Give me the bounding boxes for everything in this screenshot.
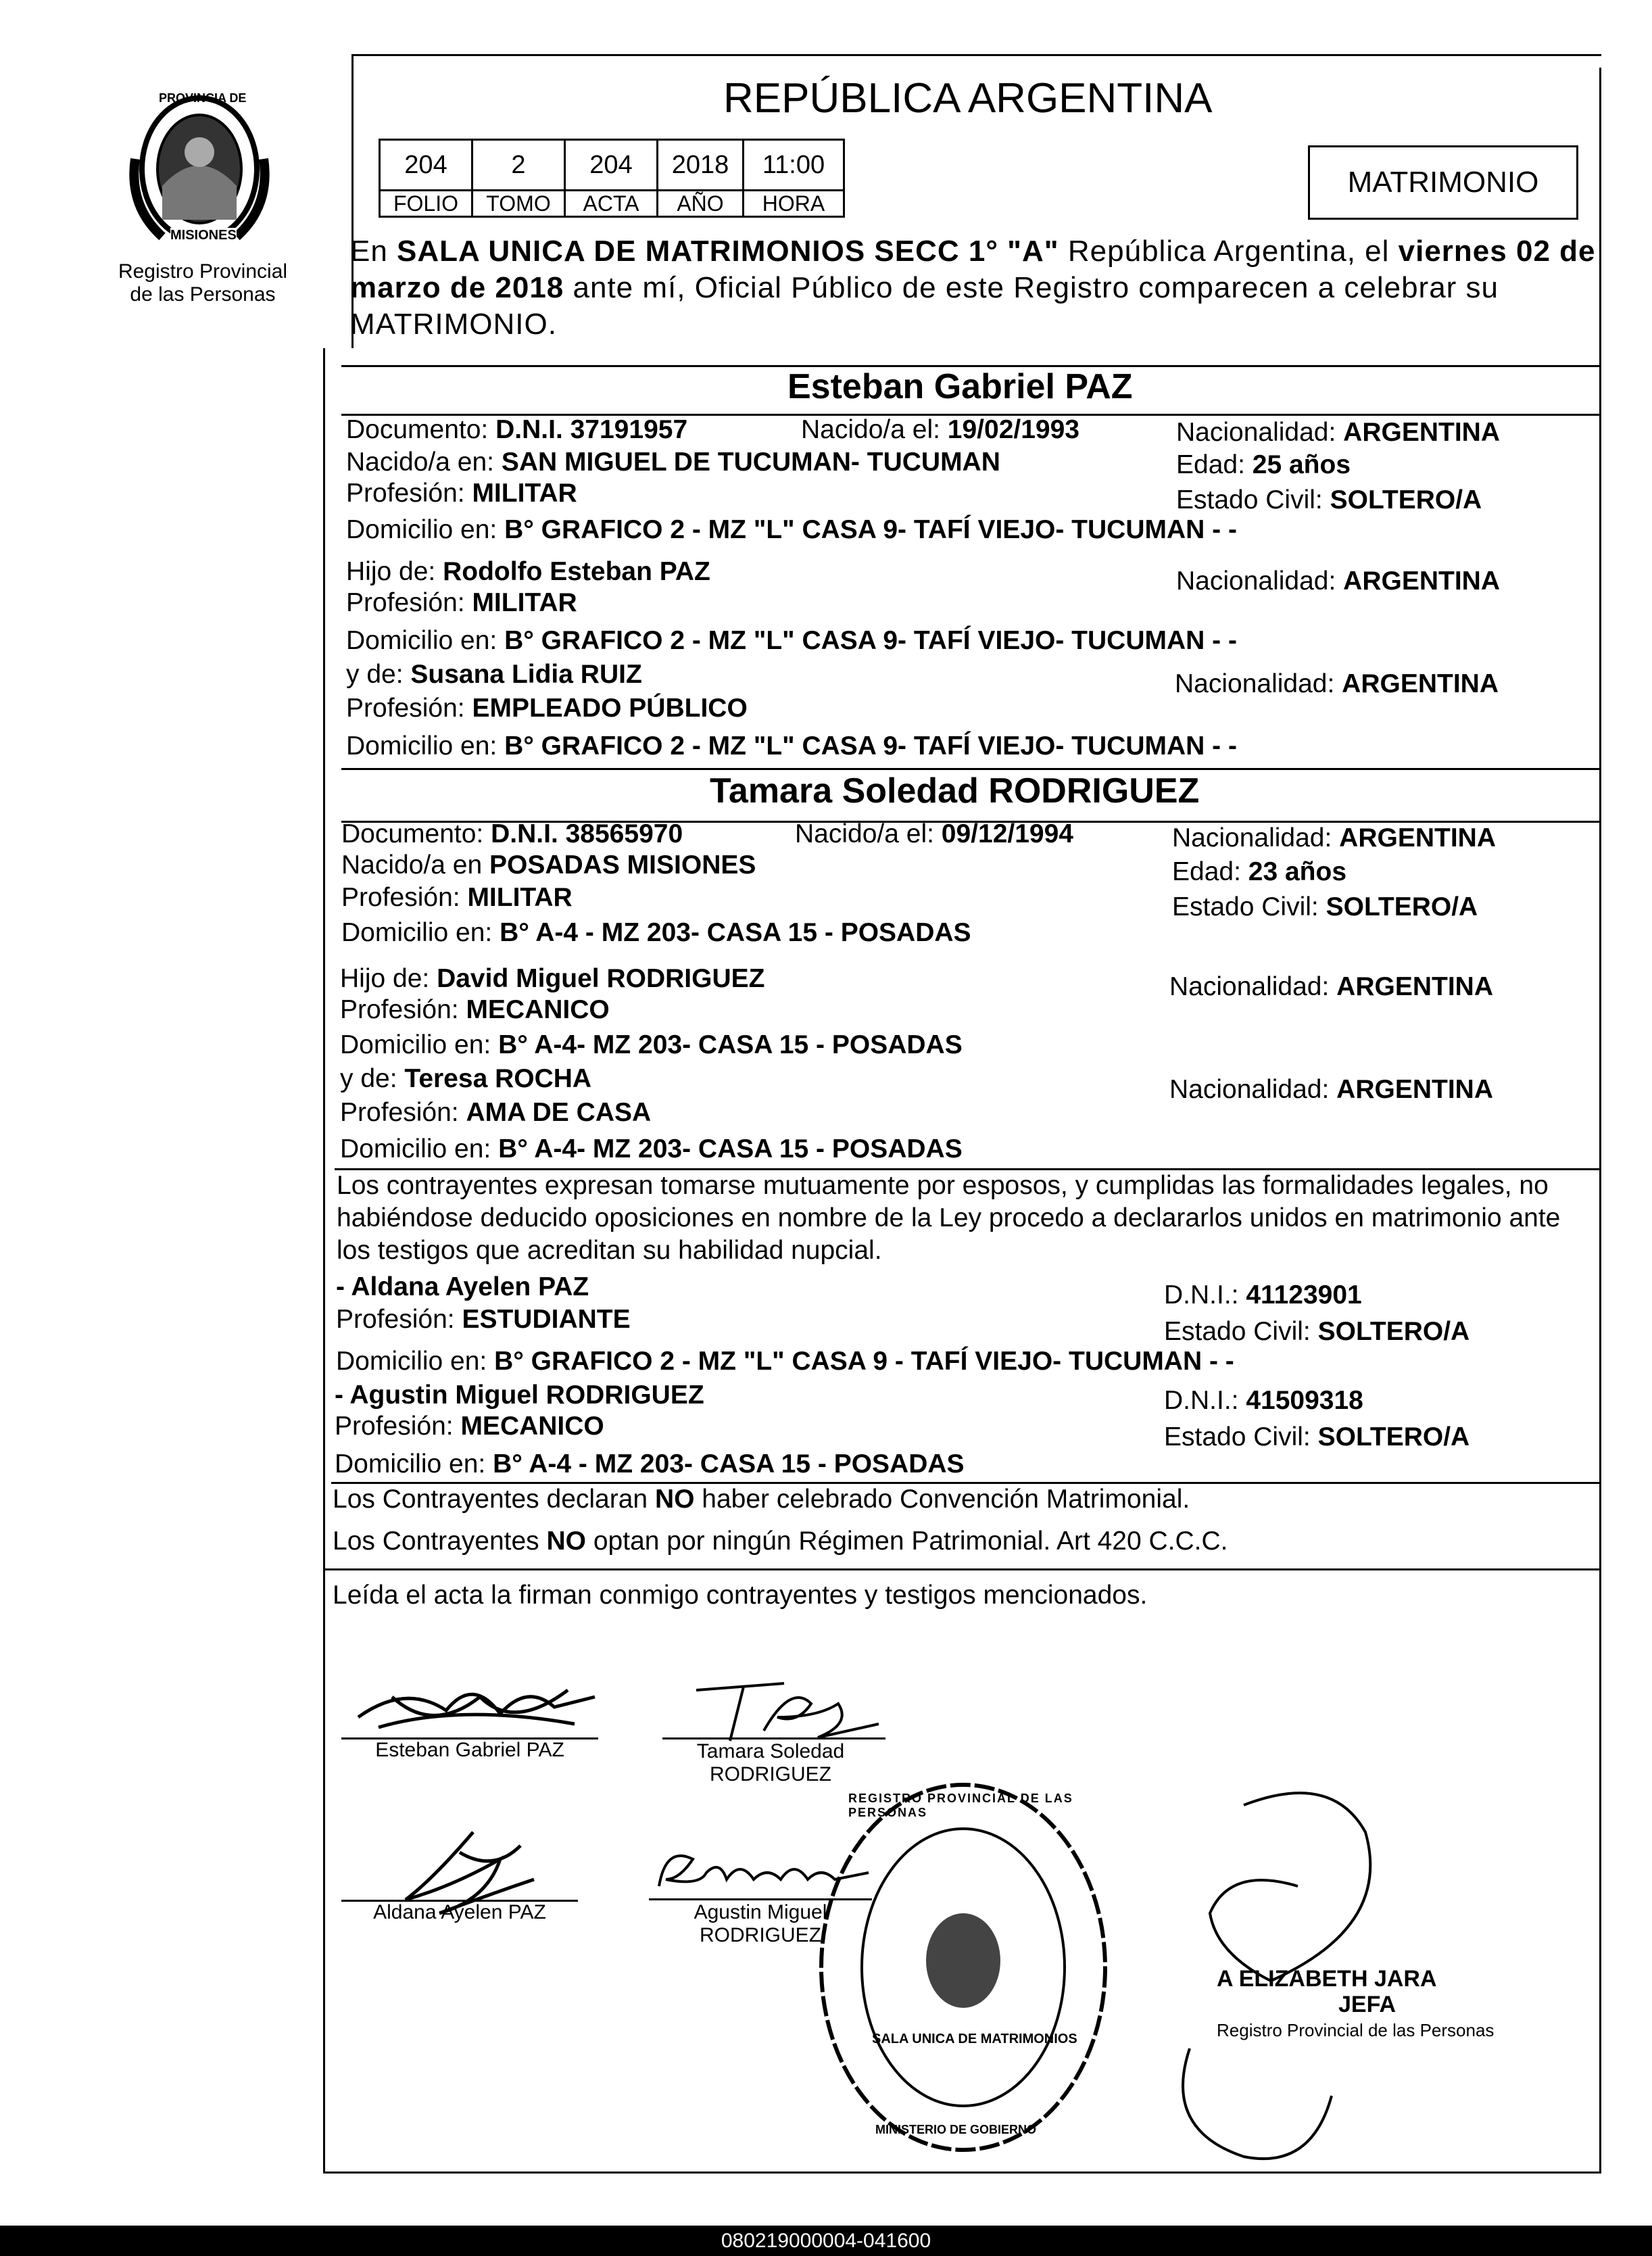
spouse1-civil-value: SOLTERO/A bbox=[1330, 485, 1482, 514]
witness2-civil bbox=[1164, 1421, 1469, 1454]
spouse1-mother-address bbox=[346, 730, 1237, 763]
spouse1-age bbox=[1176, 449, 1351, 481]
officer-office: Registro Provincial de las Personas bbox=[1217, 2020, 1495, 2040]
intro-text-1: En bbox=[350, 235, 397, 268]
spouse1-profession bbox=[346, 477, 577, 510]
witness1-dni bbox=[1164, 1279, 1362, 1312]
anio-label: AÑO bbox=[656, 189, 744, 218]
witness1-profession bbox=[336, 1303, 631, 1336]
convention-1c: haber celebrado Convención Matrimonial. bbox=[694, 1485, 1190, 1514]
spouse2-father-nationality bbox=[1169, 971, 1493, 1003]
spouse2-mother-nat: ARGENTINA bbox=[1336, 1075, 1494, 1104]
spouse1-nat: ARGENTINA bbox=[1343, 418, 1501, 447]
witness1-prof-label: Profesión: bbox=[336, 1305, 462, 1334]
spouse1-name: Esteban Gabriel PAZ bbox=[787, 367, 1133, 406]
spouse2-born-value: 09/12/1994 bbox=[941, 819, 1073, 848]
spouse1-birthplace bbox=[346, 446, 1000, 479]
spouse2-doc-label: Documento: bbox=[341, 819, 491, 848]
spouse1-father-prof-label: Profesión: bbox=[346, 588, 472, 617]
seal-bottom-text: MISIONES bbox=[170, 228, 237, 243]
spouse1-doc: D.N.I. 37191957 bbox=[495, 415, 688, 444]
spouse2-mother-label: y de: bbox=[340, 1064, 405, 1093]
spouse2-prof: MILITAR bbox=[467, 883, 573, 912]
spouse1-address bbox=[346, 514, 1237, 546]
witness1-prof: ESTUDIANTE bbox=[462, 1305, 631, 1334]
spouse1-row-1 bbox=[346, 414, 687, 446]
convention-line-1 bbox=[333, 1483, 1190, 1516]
spouse2-father-nat-label: Nacionalidad: bbox=[1169, 972, 1337, 1001]
witness2-dni bbox=[1164, 1385, 1363, 1417]
spouse1-father-addr: B° GRAFICO 2 - MZ "L" CASA 9- TAFÍ VIEJO- TUCUMAN - - bbox=[504, 626, 1237, 655]
spouse2-civil-label: Estado Civil: bbox=[1172, 892, 1326, 921]
intro-text-3: ante mí, Oficial Público de este Registro comparecen a celebrar su bbox=[564, 271, 1499, 304]
spouse2-age-label: Edad: bbox=[1172, 857, 1248, 886]
anio-value: 2018 bbox=[656, 139, 744, 191]
signature-esteban-scribble bbox=[351, 1670, 608, 1744]
spouse1-mother-profession bbox=[346, 692, 748, 725]
spouse1-father bbox=[346, 556, 710, 588]
registry-name-line2: de las Personas bbox=[130, 283, 276, 306]
hora-label: HORA bbox=[742, 189, 845, 218]
spouse2-mother-profession bbox=[340, 1097, 651, 1129]
spouse2-mother-addr: B° A-4- MZ 203- CASA 15 - POSADAS bbox=[498, 1134, 963, 1163]
spouse2-nat-label: Nacionalidad: bbox=[1172, 823, 1340, 853]
spouse2-mother-prof-label: Profesión: bbox=[340, 1098, 466, 1127]
spouse2-mother-prof: AMA DE CASA bbox=[466, 1098, 652, 1127]
spouse1-mother-nat: ARGENTINA bbox=[1342, 669, 1499, 698]
stamp-inner-text: SALA UNICA DE MATRIMONIOS bbox=[872, 2032, 1077, 2046]
frame-left-lower bbox=[323, 348, 325, 2174]
tomo-value: 2 bbox=[471, 139, 566, 191]
spouse2-father-addr-label: Domicilio en: bbox=[340, 1030, 499, 1059]
spouse2-age bbox=[1172, 856, 1346, 888]
signature-name-1: Esteban Gabriel PAZ bbox=[375, 1739, 564, 1761]
intro-paragraph bbox=[350, 233, 1597, 343]
spouse1-mother bbox=[346, 658, 642, 691]
declaration-text bbox=[337, 1170, 1560, 1267]
spouse2-addr-label: Domicilio en: bbox=[341, 918, 500, 947]
convention-2a: Los Contrayentes bbox=[333, 1527, 547, 1556]
spouse2-mother-addr-label: Domicilio en: bbox=[340, 1134, 499, 1163]
spouse2-mother-nat-label: Nacionalidad: bbox=[1169, 1075, 1337, 1104]
official-stamp bbox=[808, 1771, 1119, 2163]
spouse1-prof-label: Profesión: bbox=[346, 479, 472, 508]
spouse1-civil bbox=[1176, 484, 1482, 517]
witness2-address bbox=[335, 1448, 965, 1481]
intro-office: SALA UNICA DE MATRIMONIOS SECC 1° "A" bbox=[397, 235, 1059, 268]
spouse1-birthplace-label: Nacido/a en: bbox=[346, 448, 502, 477]
registry-logo bbox=[122, 85, 277, 254]
spouse2-addr: B° A-4 - MZ 203- CASA 15 - POSADAS bbox=[500, 918, 971, 947]
footer-bar bbox=[0, 2226, 1652, 2256]
witness1-civil bbox=[1164, 1316, 1469, 1348]
tomo-label: TOMO bbox=[471, 189, 566, 218]
witness1-name bbox=[336, 1271, 589, 1303]
spouse2-mother-value: Teresa ROCHA bbox=[404, 1064, 592, 1093]
divider-closing bbox=[324, 1568, 1601, 1570]
spouse2-civil-value: SOLTERO/A bbox=[1326, 892, 1478, 921]
spouse1-nat-label: Nacionalidad: bbox=[1176, 418, 1344, 447]
spouse2-father-nat: ARGENTINA bbox=[1336, 972, 1494, 1001]
stamp-bottom-text: MINISTERIO DE GOBIERNO bbox=[875, 2123, 1037, 2136]
spouse1-mother-prof-label: Profesión: bbox=[346, 694, 472, 723]
spouse1-nationality bbox=[1176, 416, 1500, 449]
officer-role: JEFA bbox=[1338, 1992, 1396, 2017]
spouse2-civil bbox=[1172, 891, 1478, 923]
spouse1-birthplace-value: SAN MIGUEL DE TUCUMAN- TUCUMAN bbox=[501, 448, 1000, 477]
spouse1-father-label: Hijo de: bbox=[346, 557, 443, 586]
spouse1-father-prof: MILITAR bbox=[472, 588, 577, 617]
witness2-name-value: - Agustin Miguel RODRIGUEZ bbox=[335, 1381, 704, 1410]
spouse1-mother-label: y de: bbox=[346, 660, 411, 689]
witness2-addr: B° A-4 - MZ 203- CASA 15 - POSADAS bbox=[493, 1449, 965, 1479]
spouse2-father-label: Hijo de: bbox=[340, 964, 437, 993]
spouse2-profession bbox=[341, 882, 573, 914]
spouse1-born-label: Nacido/a el: bbox=[801, 415, 948, 444]
seal-top-text: PROVINCIA DE bbox=[159, 91, 247, 105]
spouse1-father-address bbox=[346, 625, 1237, 657]
spouse1-born-value: 19/02/1993 bbox=[947, 415, 1079, 444]
spouse1-mother-prof: EMPLEADO PÚBLICO bbox=[472, 694, 748, 723]
convention-1b: NO bbox=[654, 1485, 695, 1514]
signature-name-2b: RODRIGUEZ bbox=[710, 1763, 831, 1785]
spouse1-born bbox=[801, 414, 1079, 446]
spouse1-addr: B° GRAFICO 2 - MZ "L" CASA 9- TAFÍ VIEJO- TUCUMAN - - bbox=[504, 515, 1237, 544]
witness2-prof: MECANICO bbox=[460, 1412, 604, 1441]
spouse2-father-profession bbox=[340, 994, 610, 1026]
signature-name-3: Aldana Ayelen PAZ bbox=[373, 1901, 546, 1923]
convention-2c: optan por ningún Régimen Patrimonial. Art 420 C.C.C. bbox=[586, 1527, 1228, 1556]
spouse1-mother-addr: B° GRAFICO 2 - MZ "L" CASA 9- TAFÍ VIEJO- TUCUMAN - - bbox=[504, 731, 1237, 761]
spouse1-mother-value: Susana Lidia RUIZ bbox=[410, 660, 642, 689]
witness2-name bbox=[335, 1379, 704, 1412]
signature-name-4b: RODRIGUEZ bbox=[700, 1924, 821, 1946]
convention-2b: NO bbox=[546, 1527, 587, 1556]
spouse2-born bbox=[795, 818, 1073, 850]
acta-label: ACTA bbox=[564, 189, 658, 218]
spouse1-father-nat: ARGENTINA bbox=[1343, 567, 1501, 596]
intro-text-2: República Argentina, el bbox=[1059, 235, 1399, 268]
witness2-prof-label: Profesión: bbox=[335, 1412, 461, 1441]
declaration-line-3: los testigos que acreditan su habilidad nupcial. bbox=[337, 1236, 882, 1265]
witness1-addr: B° GRAFICO 2 - MZ "L" CASA 9 - TAFÍ VIEJO- TUCUMAN - - bbox=[494, 1347, 1234, 1376]
spouse2-name: Tamara Soledad RODRIGUEZ bbox=[710, 771, 1200, 811]
frame-top bbox=[351, 54, 1601, 56]
witness1-dni-value: 41123901 bbox=[1246, 1280, 1362, 1310]
convention-line-2 bbox=[333, 1525, 1228, 1558]
registry-name bbox=[101, 260, 304, 306]
intro-date-1: viernes 02 de bbox=[1398, 235, 1596, 268]
spouse1-mother-nationality bbox=[1175, 668, 1499, 700]
spouse2-father-prof-label: Profesión: bbox=[340, 995, 466, 1024]
spouse2-birthplace-label: Nacido/a en bbox=[341, 850, 489, 880]
stamp-seal-icon bbox=[808, 1771, 1119, 2163]
registry-name-line1: Registro Provincial bbox=[118, 260, 288, 283]
spouse2-father-address bbox=[340, 1029, 963, 1061]
frame-right bbox=[1599, 68, 1601, 2174]
stamp-ring-text: REGISTRO PROVINCIAL DE LAS PERSONAS bbox=[848, 1792, 1073, 1819]
spouse1-father-nationality bbox=[1176, 565, 1500, 598]
spouse2-born-label: Nacido/a el: bbox=[795, 819, 942, 848]
document-type-box: MATRIMONIO bbox=[1308, 145, 1578, 220]
spouse2-father-value: David Miguel RODRIGUEZ bbox=[437, 964, 765, 993]
witness2-dni-label: D.N.I.: bbox=[1164, 1386, 1246, 1415]
declaration-line-1: Los contrayentes expresan tomarse mutuamente por esposos, y cumplidas las formalidades legales, no bbox=[337, 1171, 1549, 1200]
spouse1-doc-label: Documento: bbox=[346, 415, 496, 444]
spouse2-row-1 bbox=[341, 818, 683, 850]
spouse2-mother-nationality bbox=[1169, 1074, 1493, 1106]
spouse1-age-value: 25 años bbox=[1252, 450, 1351, 479]
officer-block bbox=[1217, 1966, 1494, 2043]
spouse2-father-addr: B° A-4- MZ 203- CASA 15 - POSADAS bbox=[498, 1030, 963, 1059]
spouse1-father-value: Rodolfo Esteban PAZ bbox=[443, 557, 710, 586]
spouse1-father-addr-label: Domicilio en: bbox=[346, 626, 505, 655]
spouse2-age-value: 23 años bbox=[1248, 857, 1347, 886]
spouse2-birthplace bbox=[341, 849, 756, 882]
signature-name-4a: Agustin Miguel bbox=[694, 1901, 827, 1923]
spouse2-mother-address bbox=[340, 1133, 963, 1166]
witness1-civil-label: Estado Civil: bbox=[1164, 1317, 1318, 1346]
spouse2-nat: ARGENTINA bbox=[1339, 823, 1497, 853]
spouse2-father bbox=[340, 963, 764, 995]
witness2-civil-value: SOLTERO/A bbox=[1317, 1422, 1470, 1451]
spouse2-prof-label: Profesión: bbox=[341, 883, 468, 912]
closing-text: Leída el acta la firman conmigo contrayentes y testigos mencionados. bbox=[333, 1581, 1148, 1610]
witness1-dni-label: D.N.I.: bbox=[1164, 1280, 1246, 1310]
page-title: REPÚBLICA ARGENTINA bbox=[723, 75, 1213, 122]
witness1-civil-value: SOLTERO/A bbox=[1317, 1317, 1470, 1346]
intro-date-2: marzo de 2018 bbox=[350, 271, 564, 304]
hora-value: 11:00 bbox=[742, 139, 845, 191]
spouse1-father-nat-label: Nacionalidad: bbox=[1176, 567, 1344, 596]
witness2-addr-label: Domicilio en: bbox=[335, 1449, 493, 1479]
footer-code: 080219000004-041600 bbox=[721, 2230, 931, 2252]
witness2-civil-label: Estado Civil: bbox=[1164, 1422, 1318, 1451]
witness1-address bbox=[336, 1345, 1234, 1378]
folio-value: 204 bbox=[379, 139, 473, 191]
spouse2-father-prof: MECANICO bbox=[466, 995, 610, 1024]
spouse2-birthplace-value: POSADAS MISIONES bbox=[489, 850, 756, 880]
declaration-line-2: habiéndose deducido oposiciones en nombre de la Ley procedo a declararlos unidos en matrimonio ante bbox=[337, 1203, 1561, 1232]
spouse2-doc: D.N.I. 38565970 bbox=[491, 819, 683, 848]
spouse1-civil-label: Estado Civil: bbox=[1176, 485, 1330, 514]
frame-bottom bbox=[323, 2171, 1601, 2174]
intro-text-4: MATRIMONIO. bbox=[350, 308, 557, 341]
signature-line-2 bbox=[662, 1737, 885, 1739]
witness1-name-value: - Aldana Ayelen PAZ bbox=[336, 1272, 589, 1301]
spouse1-mother-nat-label: Nacionalidad: bbox=[1175, 669, 1342, 698]
spouse1-prof: MILITAR bbox=[472, 479, 577, 508]
folio-label: FOLIO bbox=[379, 189, 473, 218]
spouse1-addr-label: Domicilio en: bbox=[346, 515, 505, 544]
spouse1-age-label: Edad: bbox=[1176, 450, 1253, 479]
spouse1-father-profession bbox=[346, 587, 577, 619]
witness1-addr-label: Domicilio en: bbox=[336, 1347, 495, 1376]
witness2-profession bbox=[335, 1410, 604, 1443]
signature-name-2a: Tamara Soledad bbox=[696, 1740, 845, 1762]
witness2-dni-value: 41509318 bbox=[1246, 1386, 1363, 1415]
spouse1-mother-addr-label: Domicilio en: bbox=[346, 731, 505, 761]
convention-1a: Los Contrayentes declaran bbox=[333, 1485, 655, 1514]
acta-value: 204 bbox=[564, 139, 658, 191]
spouse2-nationality bbox=[1172, 822, 1496, 855]
spouse2-address bbox=[341, 917, 971, 949]
officer-name: A ELIZABETH JARA bbox=[1217, 1966, 1437, 1992]
spouse2-mother bbox=[340, 1063, 591, 1095]
